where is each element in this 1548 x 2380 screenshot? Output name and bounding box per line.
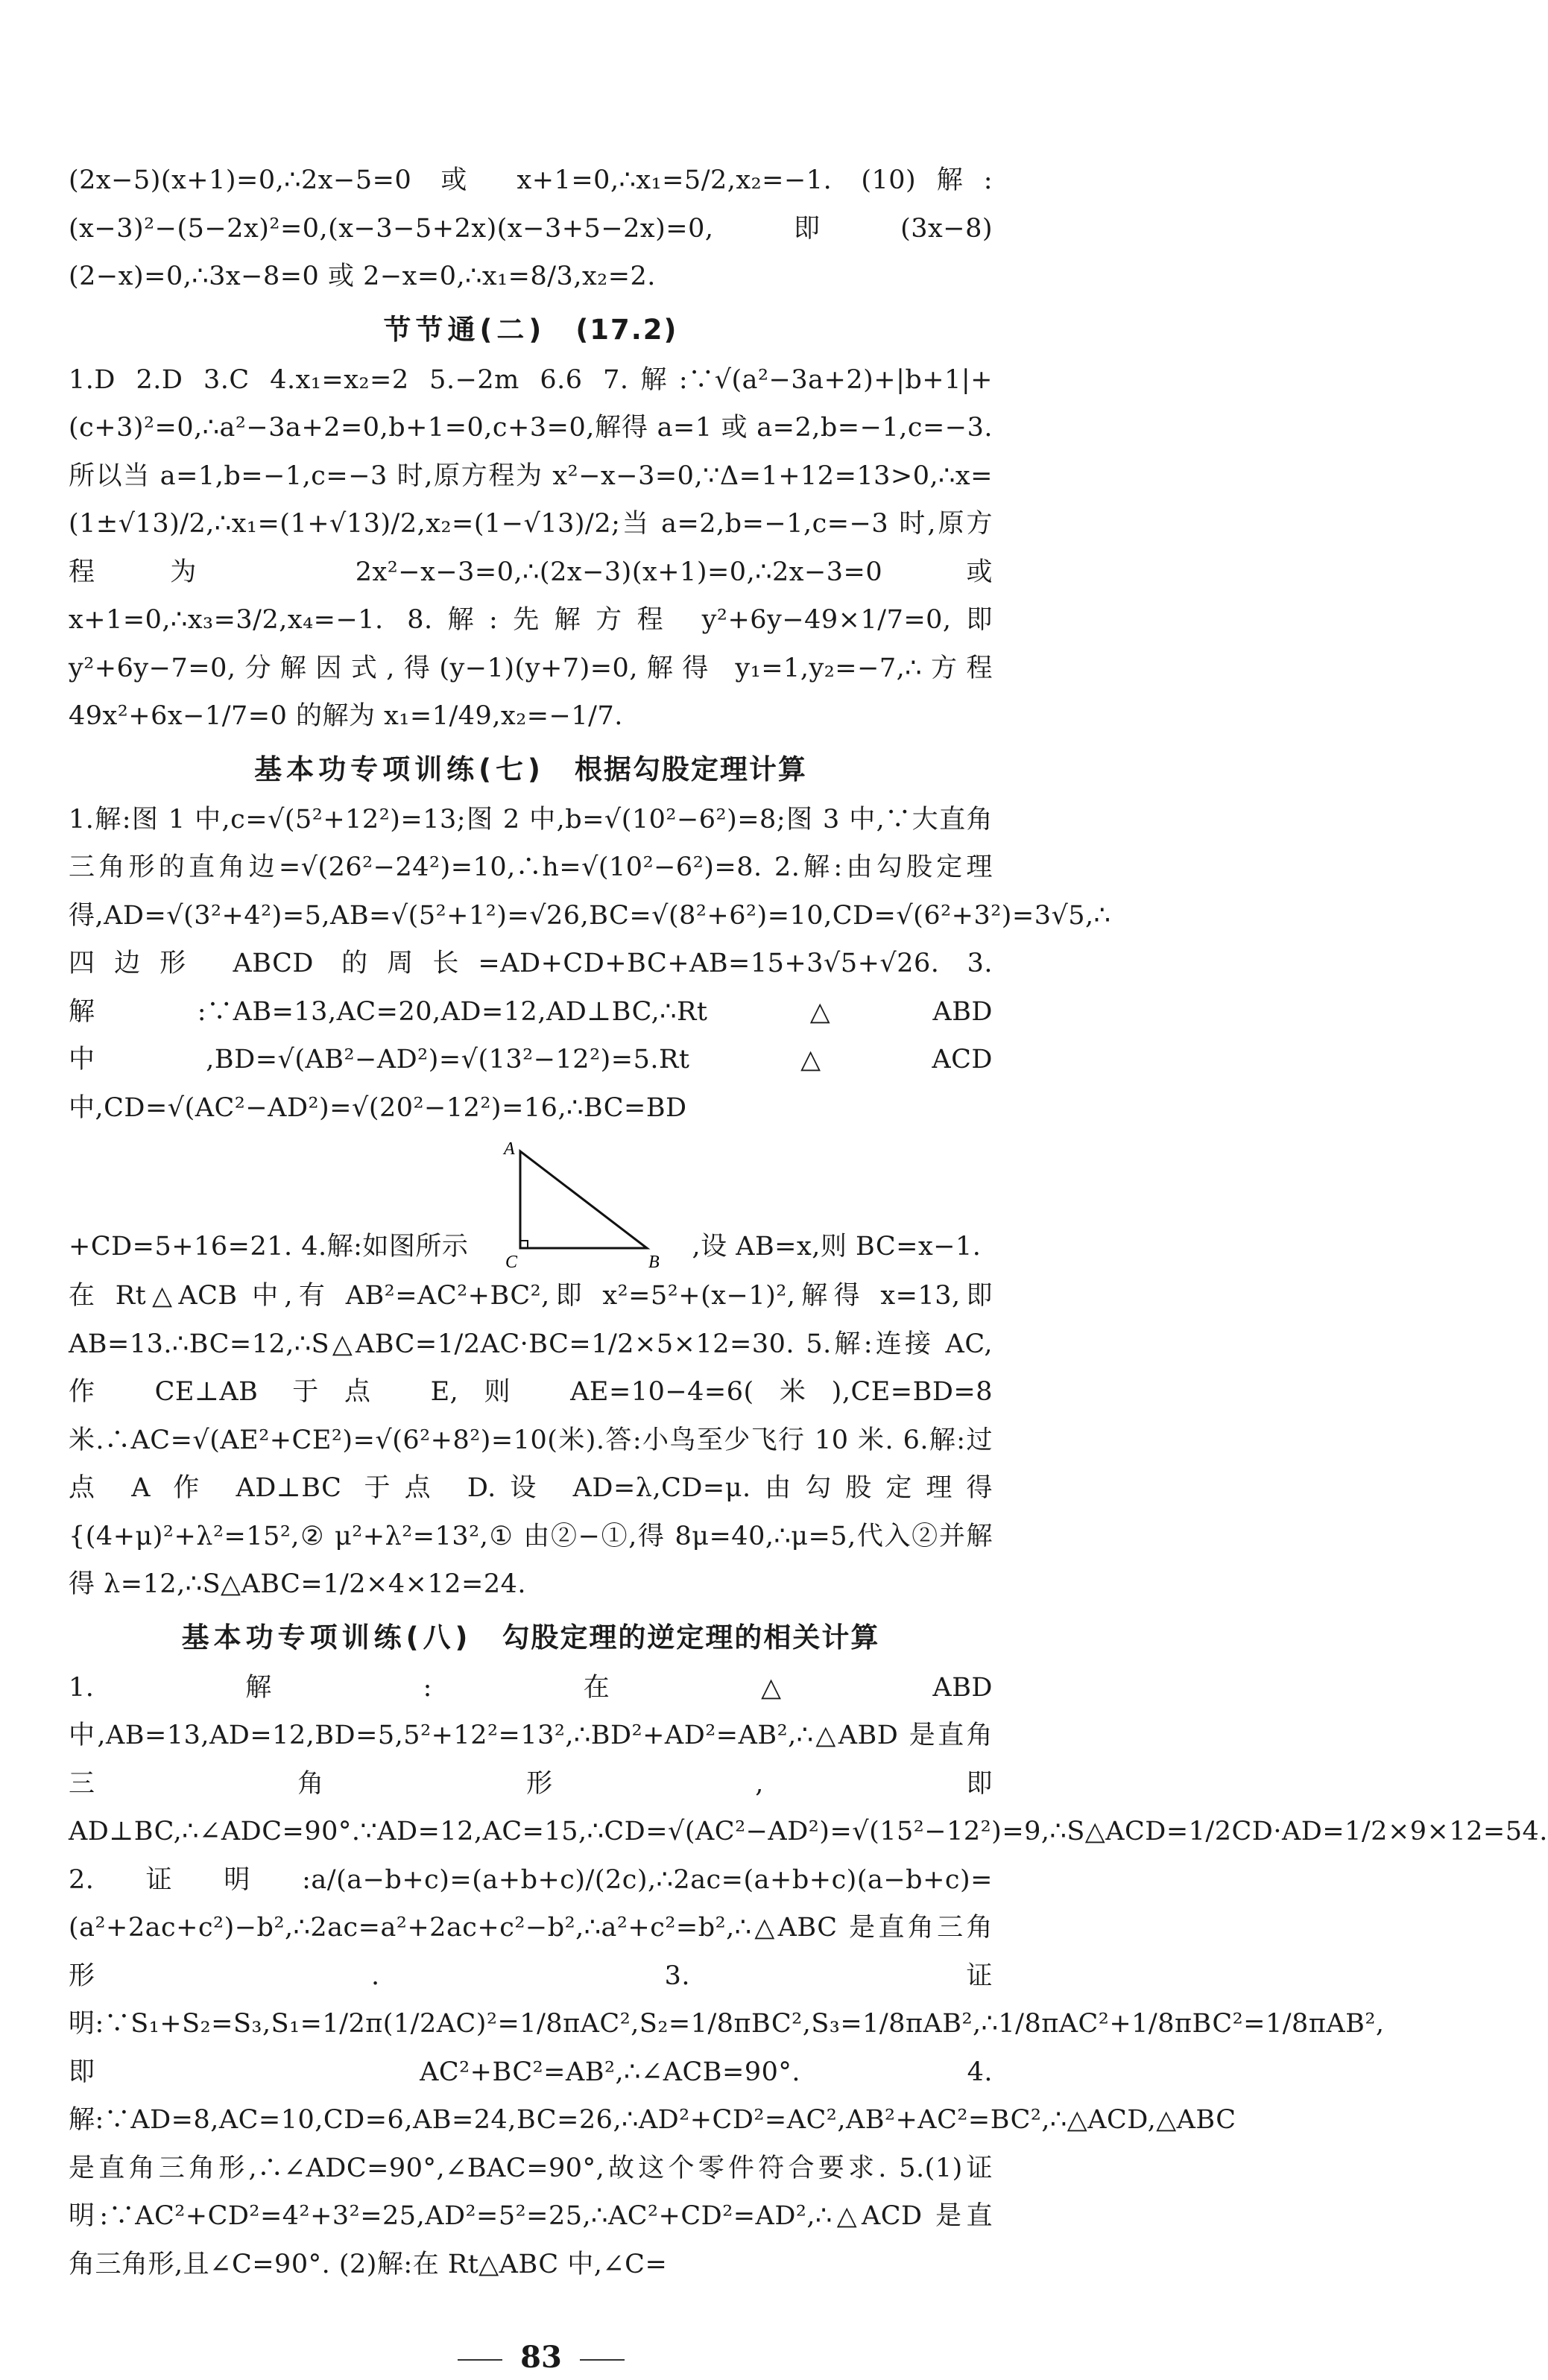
vertex-label-b: B bbox=[648, 1253, 660, 1272]
paragraph-0: (2x−5)(x+1)=0,∴2x−5=0 或 x+1=0,∴x₁=5/2,x₂=−1. (10)解:(x−3)²−(5−2x)²=0,(x−3−5+2x)(x−3+5−2x)=0,即(3x−8)(2−x)=0,∴3x−8=0 或 2−x=0,∴x₁=8/3,x₂=2. bbox=[69, 165, 993, 291]
figure-text-after: ,设 AB=x,则 BC=x−1. bbox=[692, 1231, 982, 1262]
heading-title: 基本功专项训练(八) bbox=[181, 1621, 473, 1653]
section-heading-training-8 bbox=[69, 1612, 993, 1664]
heading-title: 基本功专项训练(七) bbox=[254, 753, 545, 785]
vertex-label-a: A bbox=[504, 1139, 516, 1159]
vertex-label-c: C bbox=[505, 1253, 518, 1272]
footer-dash-right bbox=[580, 2359, 625, 2361]
page-number-footer bbox=[0, 2340, 1082, 2375]
right-triangle-figure bbox=[490, 1136, 669, 1270]
section-heading-training-7 bbox=[69, 744, 993, 796]
paragraph-8: 1.解:在△ABD 中,AB=13,AD=12,BD=5,5²+12²=13²,∴BD²+AD²=AB²,∴△ABD 是直角三角形,即 AD⊥BC,∴∠ADC=90°.∵AD=12,AC=15,∴CD=√(AC²−AD²)=√(15²−12²)=9,∴S△ACD=1/2CD·AD=1/2×9×12=54. 2.证明:a/(a−b+c)=(a+b+c)/(2c),∴2ac=(a+b+c)(a−b+c)=(a²+2ac+c²)−b²,∴2ac=a²+2ac+c²−b²,∴a²+c²=b²,∴△ABC 是直角三角形. 3.证明:∵S₁+S₂=S₃,S₁=1/2π(1/2AC)²=1/8πAC²,S₂=1/8πBC²,S₃=1/8πAB²,∴1/8πAC²+1/8πBC²=1/8πAB²,即 AC²+BC²=AB²,∴∠ACB=90°. 4.解:∵AD=8,AC=10,CD=6,AB=24,BC=26,∴AD²+CD²=AC²,AB²+AC²=BC²,∴△ACD,△ABC 是直角三角形,∴∠ADC=90°,∠BAC=90°,故这个零件符合要求. 5.(1)证明:∵AC²+CD²=4²+3²=25,AD²=5²=25,∴AC²+CD²=AD²,∴△ACD 是直角三角形,且∠C=90°. (2)解:在 Rt△ABC 中,∠C= bbox=[69, 1672, 1548, 2279]
figure-row bbox=[69, 1136, 993, 1270]
heading-title: 节节通(二) bbox=[383, 313, 546, 346]
heading-subtitle: 勾股定理的逆定理的相关计算 bbox=[502, 1621, 880, 1653]
section-heading-jiejietong bbox=[69, 304, 993, 356]
heading-subtitle: 根据勾股定理计算 bbox=[574, 753, 807, 785]
footer-dash-left bbox=[458, 2359, 502, 2361]
answer-page bbox=[69, 156, 1548, 2288]
paragraph-2: 1.D 2.D 3.C 4.x₁=x₂=2 5.−2m 6.6 7.解:∵√(a²−3a+2)+|b+1|+(c+3)²=0,∴a²−3a+2=0,b+1=0,c+3=0,解得 a=1 或 a=2,b=−1,c=−3.所以当 a=1,b=−1,c=−3 时,原方程为 x²−x−3=0,∵Δ=1+12=13>0,∴x=(1±√13)/2,∴x₁=(1+√13)/2,x₂=(1−√13)/2;当 a=2,b=−1,c=−3 时,原方程为 2x²−x−3=0,∴(2x−3)(x+1)=0,∴2x−3=0 或 x+1=0,∴x₃=3/2,x₄=−1. 8.解:先解方程 y²+6y−49×1/7=0,即 y²+6y−7=0,分解因式,得(y−1)(y+7)=0,解得 y₁=1,y₂=−7,∴方程 49x²+6x−1/7=0 的解为 x₁=1/49,x₂=−1/7. bbox=[69, 364, 993, 731]
figure-text-before: +CD=5+16=21. 4.解:如图所示 bbox=[69, 1231, 469, 1262]
heading-subtitle: (17.2) bbox=[575, 313, 678, 346]
paragraph-6: 在 Rt△ACB 中,有 AB²=AC²+BC²,即 x²=5²+(x−1)²,解得 x=13,即 AB=13.∴BC=12,∴S△ABC=1/2AC·BC=1/2×5×12=30. 5.解:连接 AC,作 CE⊥AB 于点 E,则 AE=10−4=6(米),CE=BD=8 米.∴AC=√(AE²+CE²)=√(6²+8²)=10(米).答:小鸟至少飞行 10 米. 6.解:过点 A 作 AD⊥BC 于点 D.设 AD=λ,CD=μ.由勾股定理得 {(4+μ)²+λ²=15²,② μ²+λ²=13²,① 由②−①,得 8μ=40,∴μ=5,代入②并解得 λ=12,∴S△ABC=1/2×4×12=24. bbox=[69, 1281, 993, 1599]
triangle-shape bbox=[520, 1151, 647, 1248]
paragraph-4: 1.解:图 1 中,c=√(5²+12²)=13;图 2 中,b=√(10²−6²)=8;图 3 中,∵大直角三角形的直角边=√(26²−24²)=10,∴h=√(10²−6²)=8. 2.解:由勾股定理得,AD=√(3²+4²)=5,AB=√(5²+1²)=√26,BC=√(8²+6²)=10,CD=√(6²+3²)=3√5,∴四边形 ABCD 的周长=AD+CD+BC+AB=15+3√5+√26. 3.解:∵AB=13,AC=20,AD=12,AD⊥BC,∴Rt△ABD 中,BD=√(AB²−AD²)=√(13²−12²)=5.Rt△ACD 中,CD=√(AC²−AD²)=√(20²−12²)=16,∴BC=BD bbox=[69, 804, 1111, 1123]
page-number: 83 bbox=[520, 2340, 562, 2375]
